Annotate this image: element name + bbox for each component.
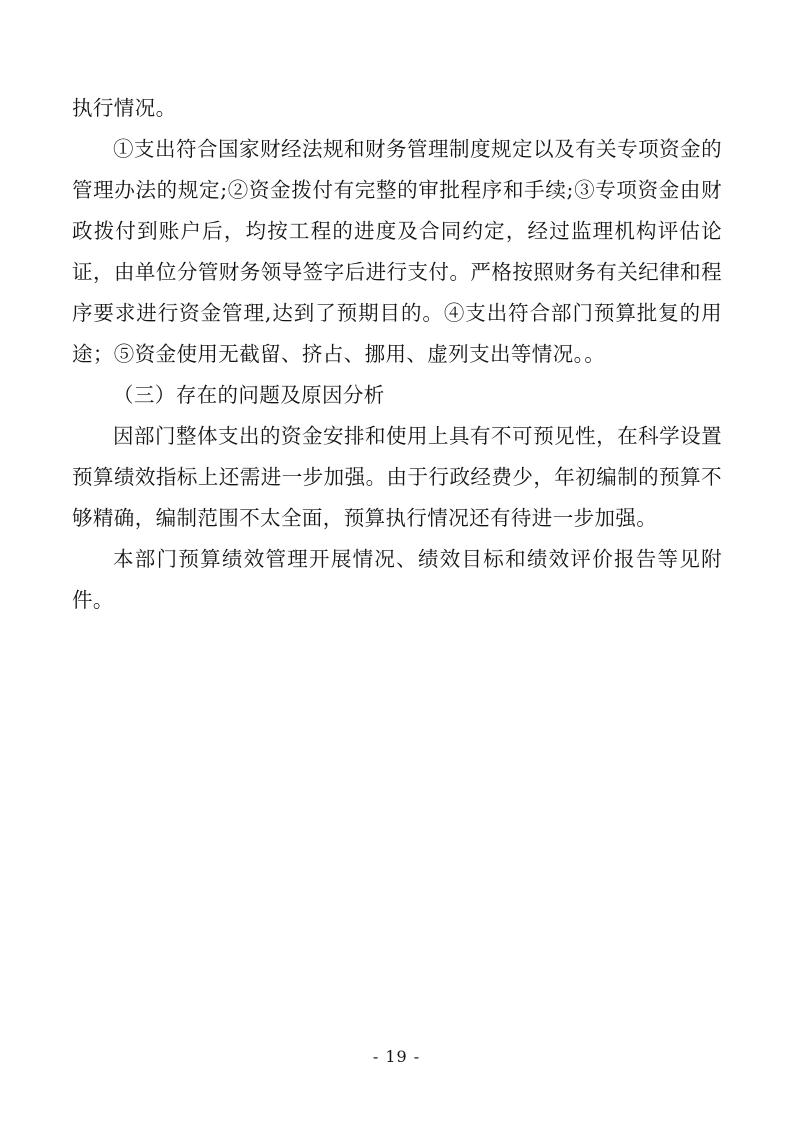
- paragraph-2: ①支出符合国家财经法规和财务管理制度规定以及有关专项资金的管理办法的规定;②资金拨付有完整的审批程序和手续;③专项资金由财政拨付到账户后，均按工程的进度及合同约定，经过监理机构评估论证，由单位分管财务领导签字后进行支付。严格按照财务有关纪律和程序要求进行资金管理,达到了预期目的。④支出符合部门预算批复的用途；⑤资金使用无截留、挤占、挪用、虚列支出等情况。。: [72, 137, 722, 366]
- paragraph-heading-3: （三）存在的问题及原因分析: [113, 383, 385, 407]
- paragraph-5: 本部门预算绩效管理开展情况、绩效目标和绩效评价报告等见附件。: [72, 547, 722, 612]
- paragraph-1: 执行情况。: [72, 96, 177, 120]
- page-number: - 19 -: [372, 1047, 421, 1066]
- paragraph-4: 因部门整体支出的资金安排和使用上具有不可预见性，在科学设置预算绩效指标上还需进一步加强。由于行政经费少，年初编制的预算不够精确，编制范围不太全面，预算执行情况还有待进一步加强。: [72, 424, 722, 530]
- page-body: [72, 88, 722, 621]
